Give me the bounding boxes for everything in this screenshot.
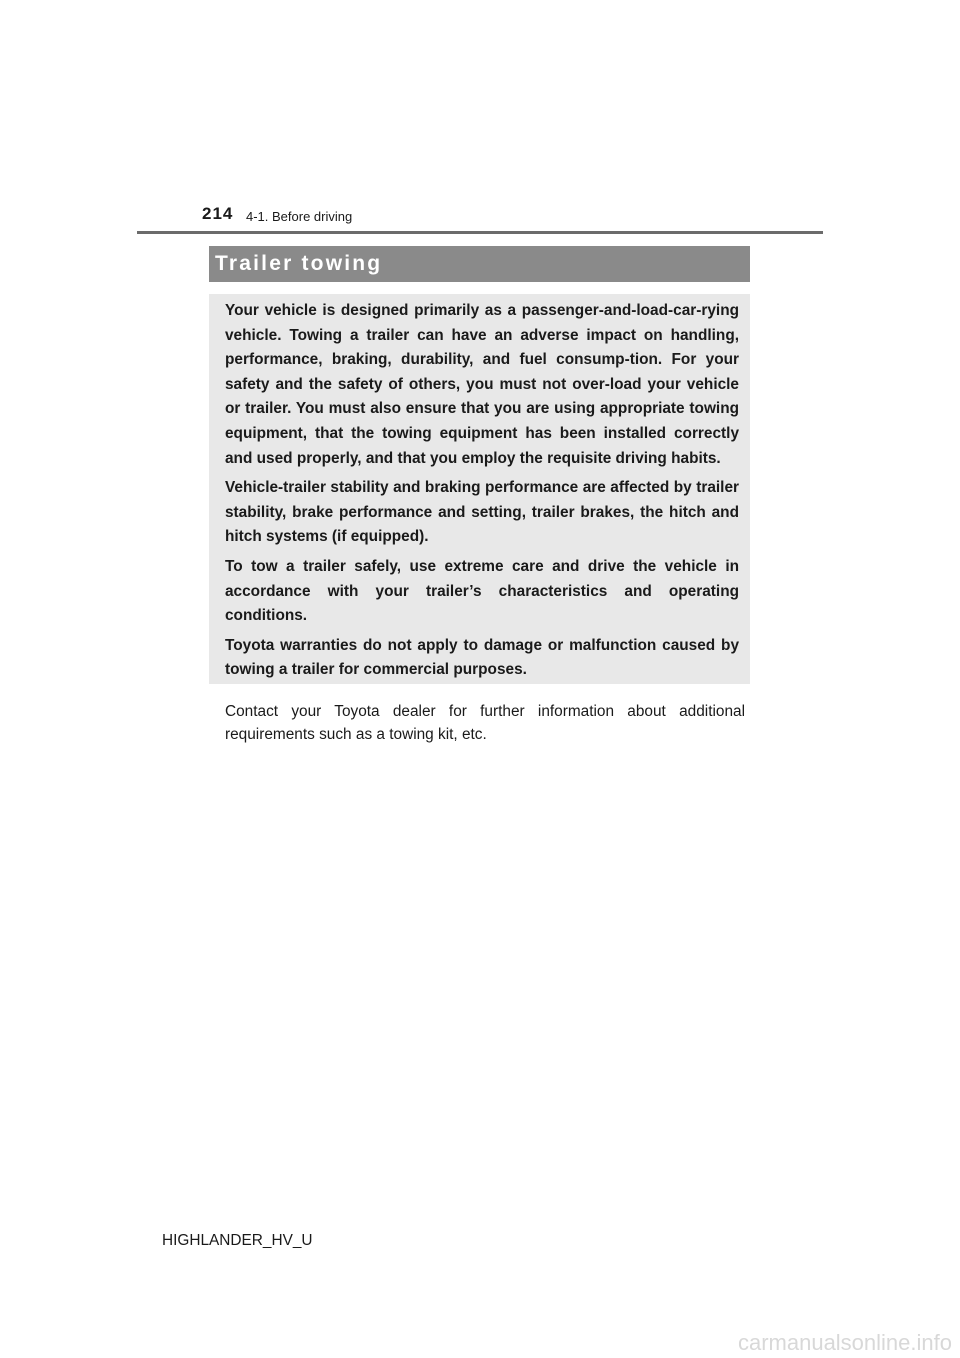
- section-label: 4-1. Before driving: [246, 209, 353, 224]
- footer-model-code: HIGHLANDER_HV_U: [162, 1232, 313, 1249]
- notice-paragraph: Vehicle-trailer stability and braking performance are affected by trailer stability, brake performance and setting, trailer brakes, the hitch and hitch systems (if equipped).: [225, 479, 739, 546]
- notice-paragraph: Toyota warranties do not apply to damage or malfunction caused by towing a trailer for commercial purposes.: [225, 636, 739, 679]
- notice-paragraph: To tow a trailer safely, use extreme care and drive the vehicle in accordance with your trailer’s characteristics and operating conditions.: [225, 557, 739, 625]
- watermark: carmanualsonline.info: [737, 1330, 952, 1355]
- notice-paragraph: Your vehicle is designed primarily as a passenger-and-load-car-rying vehicle. Towing a trailer can have an adverse impact on handling, performance, braking, durability, and fuel consump-tion. For your safety and the safety of others, you must not over-load your vehicle or trailer. You must also ensure that you are using appropriate towing equipment, that the towing equipment has been installed correctly and used properly, and that you employ the requisite driving habits.: [225, 302, 739, 467]
- notice-box: [209, 294, 750, 684]
- section-title-bar: [209, 246, 750, 282]
- header-rule: [137, 231, 823, 234]
- body-paragraph: Contact your Toyota dealer for further information about additional requirements such as a towing kit, etc.: [225, 703, 745, 743]
- section-title: Trailer towing: [215, 252, 383, 275]
- page-number: 214: [202, 204, 234, 223]
